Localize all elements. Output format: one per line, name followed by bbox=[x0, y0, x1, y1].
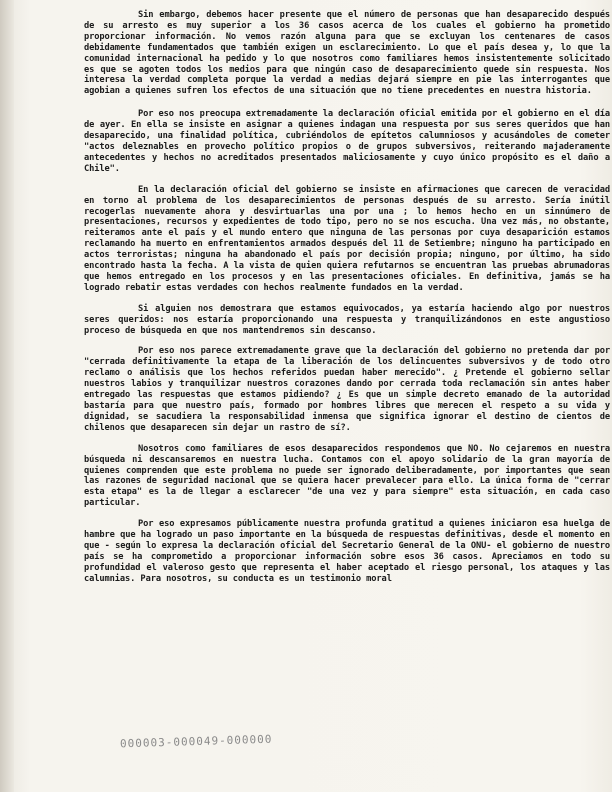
paragraph-7: Por eso expresamos públicamente nuestra profunda gratitud a quienes iniciaron esa huelga de hambre que ha logrado un paso importante en la búsqueda de respuestas definitivas, desde el momento en que - según lo expresa la declaración oficial del Secretario General de la ONU- el gobierno de nuestro país se ha comprometido a proporcionar información sobre esos 36 casos. Apreciamos en todo su profundidad el valeroso gesto que representa el haber aceptado el riesgo personal, los ataques y las calumnias. Para nosotros, su conducta es un testimonio moral bbox=[84, 519, 610, 584]
paragraph-6: Nosotros como familiares de esos desaparecidos respondemos que NO. No cejaremos en nuestra búsqueda ni descansaremos en nuestra lucha. Contamos con el apoyo solidario de la gran mayoría de quienes comprenden que este problema no puede ser ignorado deliberadamente, por importantes que sean las razones de seguridad nacional que se quiera hacer prevalecer para ello. La única forma de "cerrar esta etapa" es la de llegar a esclarecer "de una vez y para siempre" esta situación, en cada caso particular. bbox=[84, 443, 610, 509]
page-binding-edge bbox=[0, 0, 14, 792]
paragraph-3: En la declaración oficial del gobierno se insiste en afirmaciones que carecen de veracidad en torno al problema de los desaparecimientos de personas después de su arresto. Sería inútil recogerlas nuevamente ahora y desvirtuarlas una por una ; lo hemos hecho en un sinnúmero de presentaciones, recursos y expedientes de todo tipo, pero no se nos escucha. Una vez más, no obstante, reiteramos ante el país y el mundo entero que ninguna de las personas por cuya desaparición estamos reclamando ha muerto en enfrentamientos armados después del 11 de Setiembre; ninguno ha participado en actos terroristas; ninguna ha abandonado el país por decisión propia; ninguno, por último, ha sido encontrado hasta la fecha. A la vista de quien quiera refutarnos se encuentran las pruebas abrumadoras que hemos entregado en los procesos y en las presentaciones oficiales. En definitiva, jamás se ha logrado rebatir estas verdades con hechos realmente fundados en la verdad. bbox=[84, 184, 610, 293]
archive-stamp: 000003-000049-000000 bbox=[119, 732, 273, 751]
paragraph-4: Si alguien nos demostrara que estamos equivocados, ya estaría haciendo algo por nuestros seres queridos: nos estaría proporcionando una respuesta y tranquilizándonos en este angustioso proceso de búsqueda en que nos mantendremos sin descanso. bbox=[84, 303, 610, 336]
paragraph-2: Por eso nos preocupa extremadamente la declaración oficial emitida por el gobierno en el día de ayer. En ella se insiste en asignar a quienes indagan una respuesta por sus seres queridos que han desaparecido, una finalidad política, cubriéndolos de epítetos calumniosos y acusándoles de cometer "actos deleznables en provecho político propios o de grupos subversivos, reiterando majaderamente antecedentes y hechos no acreditados presentados maliciosamente y cuyo único propósito es el daño a Chile". bbox=[84, 109, 610, 174]
paragraph-5: Por eso nos parece extremadamente grave que la declaración del gobierno no pretenda dar por "cerrada definitivamente la etapa de la liberación de los delincuentes subversivos y de todo otro reclamo o análisis que los hechos referidos puedan haber merecido". ¿ Pretende el gobierno sellar nuestros labios y tranquilizar nuestros corazones dando por cerrada toda reclamación sin antes haber entregado las respuestas que estamos pidiendo? ¿ Es que un simple decreto emanado de la autoridad bastaría para que nuestro país, formado por hombres libres que merecen el respeto a su vida y dignidad, se sacudiera la responsabilidad inmensa que significa ignorar el destino de cientos de chilenos que desaparecen sin dejar un rastro de sí?. bbox=[84, 346, 610, 433]
document-body bbox=[84, 10, 610, 595]
paragraph-1: Sin embargo, debemos hacer presente que el número de personas que han desaparecido después de su arresto es muy superior a los 36 casos acerca de los cuales el gobierno ha prometido proporcionar información. No vemos razón alguna para que se excluyan los centenares de casos debidamente fundamentados que también exigen un esclarecimiento. Lo que el país desea y, lo que la comunidad internacional ha pedido y lo que nosotros como familiares hemos insistentemente solicitado es que se agoten todos los medios para que ningún caso de desaparecimiento quede sin respuesta. Nos interesa la verdad completa porque la verdad a medias dejará siempre en pie las interrogantes que agobian a quienes sufren los efectos de una situación que no tiene precedentes en nuestra historia. bbox=[84, 10, 610, 97]
